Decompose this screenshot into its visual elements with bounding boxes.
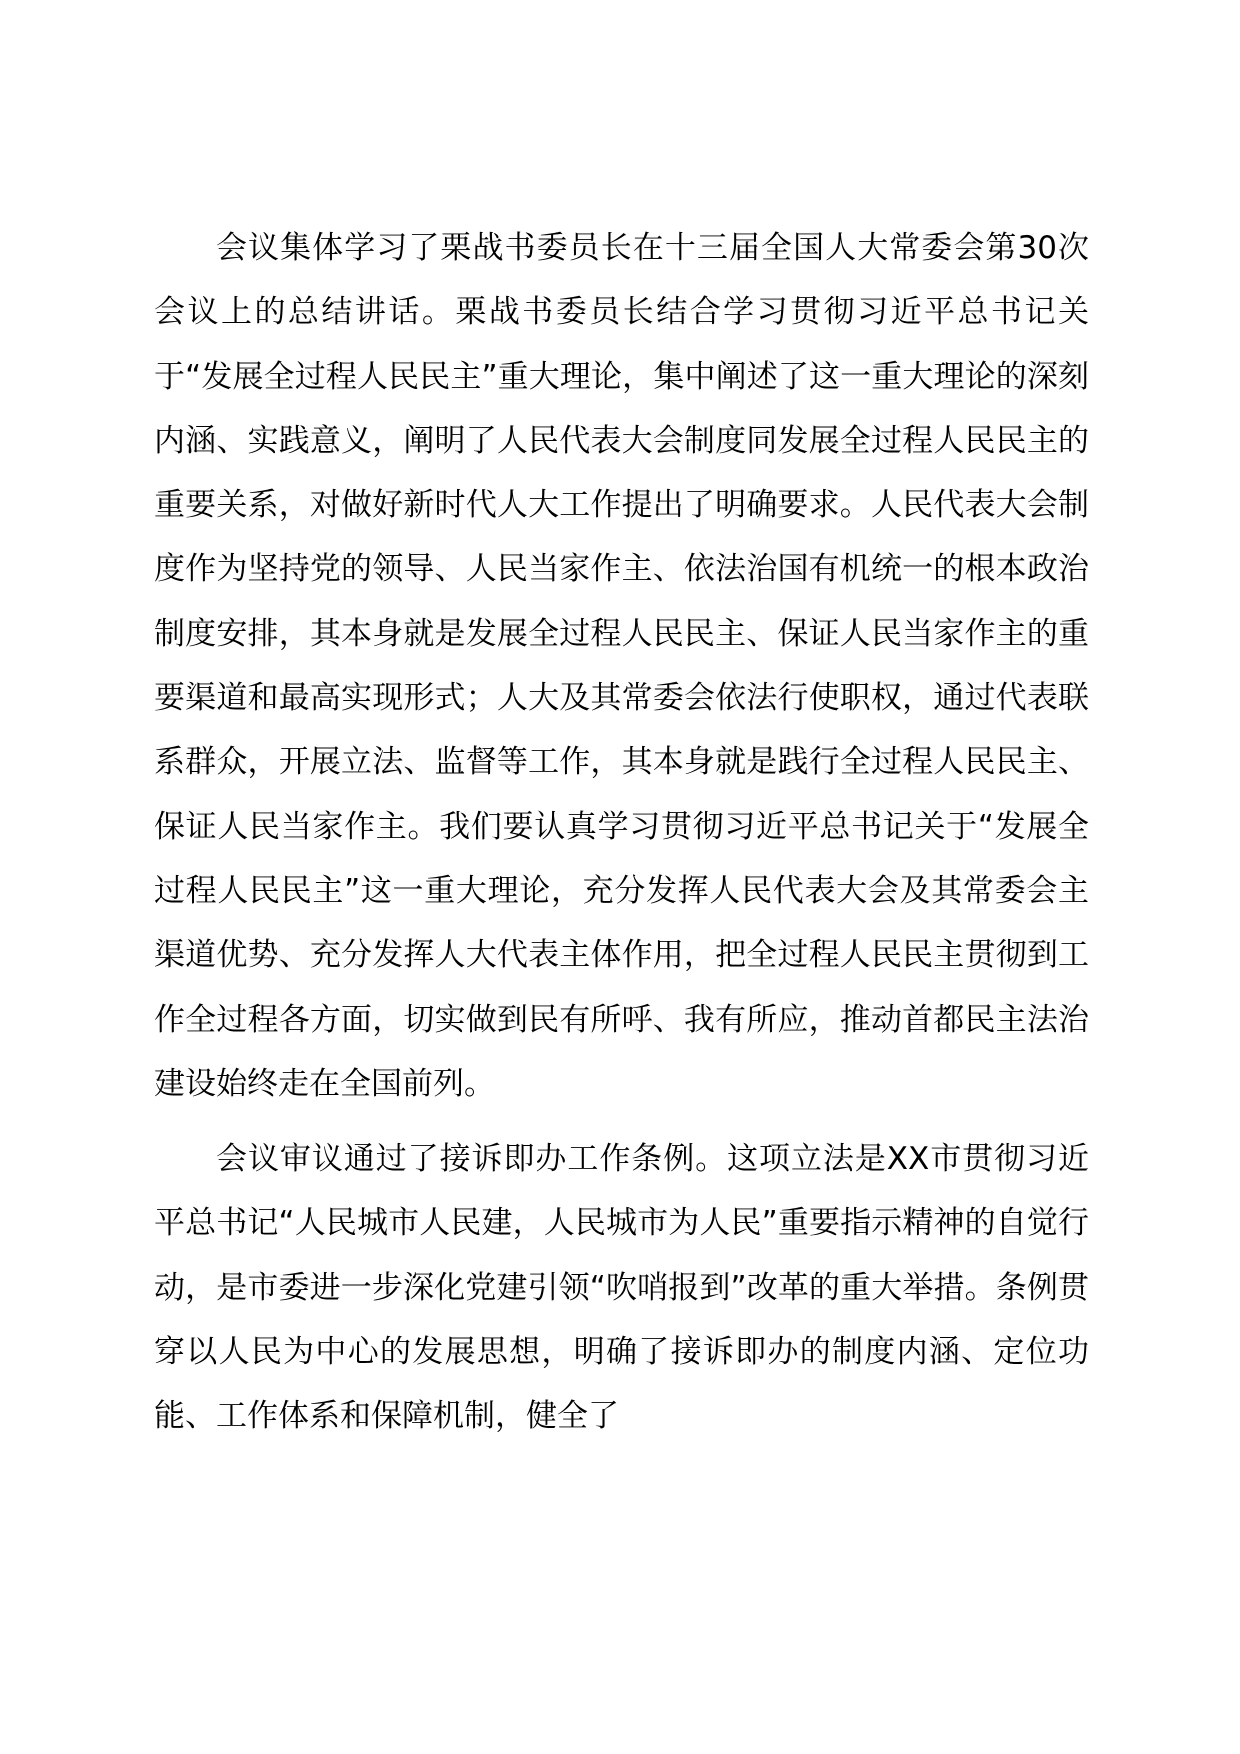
paragraph-1: 会议集体学习了栗战书委员长在十三届全国人大常委会第30次会议上的总结讲话。栗战书委员长结合学习贯彻习近平总书记关于“发展全过程人民民主”重大理论，集中阐述了这一重大理论的深刻内涵、实践意义，阐明了人民代表大会制度同发展全过程人民民主的重要关系，对做好新时代人大工作提出了明确要求。人民代表大会制度作为坚持党的领导、人民当家作主、依法治国有机统一的根本政治制度安排，其本身就是发展全过程人民民主、保证人民当家作主的重要渠道和最高实现形式；人大及其常委会依法行使职权，通过代表联系群众，开展立法、监督等工作，其本身就是践行全过程人民民主、保证人民当家作主。我们要认真学习贯彻习近平总书记关于“发展全过程人民民主”这一重大理论，充分发挥人民代表大会及其常委会主渠道优势、充分发挥人大代表主体作用，把全过程人民民主贯彻到工作全过程各方面，切实做到民有所呼、我有所应，推动首都民主法治建设始终走在全国前列。 bbox=[154, 230, 1089, 1102]
body-text bbox=[154, 216, 1089, 1449]
paragraph-2: 会议审议通过了接诉即办工作条例。这项立法是XX市贯彻习近平总书记“人民城市人民建，人民城市为人民”重要指示精神的自觉行动，是市委进一步深化党建引领“吹哨报到”改革的重大举措。条例贯穿以人民为中心的发展思想，明确了接诉即办的制度内涵、定位功能、工作体系和保障机制，健全了 bbox=[154, 1141, 1089, 1435]
